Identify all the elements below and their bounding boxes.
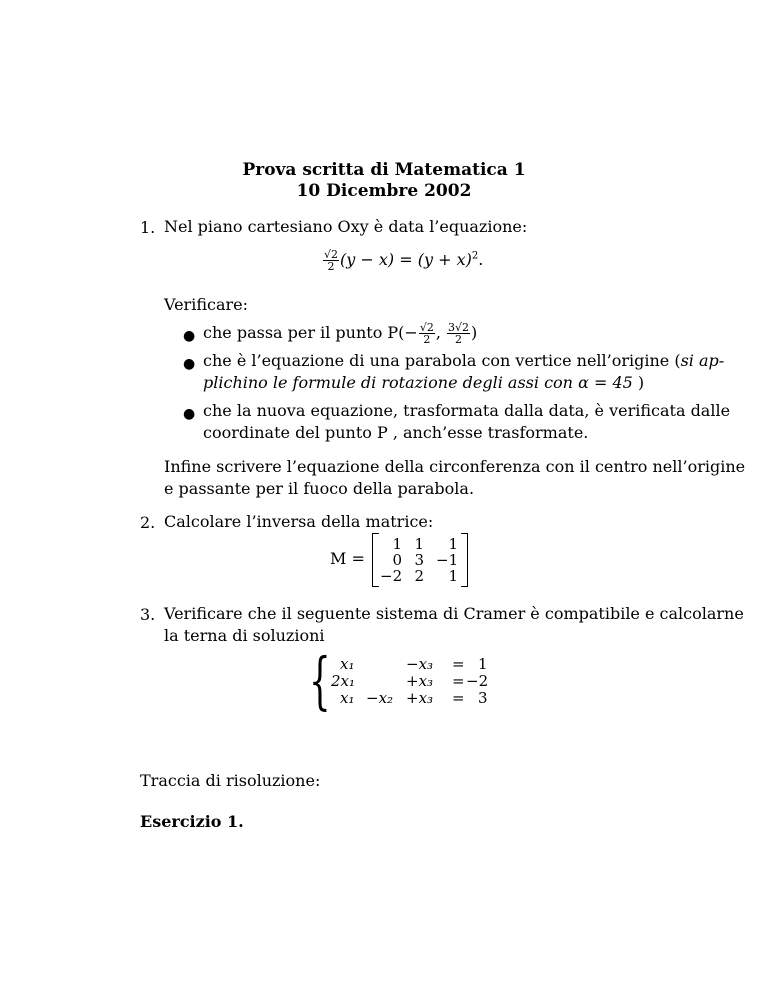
matrix-label: M =: [330, 549, 365, 568]
traccia-label: Traccia di risoluzione:: [140, 771, 321, 790]
matrix-cell: 1: [448, 567, 458, 585]
bullet-3-line1: che la nuova equazione, trasformata dalla data, è verificata dalle: [203, 401, 731, 420]
system-cell: −2: [466, 672, 489, 690]
bullet-2-line2: plichino le formule di rotazione degli assi con α = 45 ): [203, 373, 645, 392]
bullet-dot: ●: [183, 328, 196, 344]
matrix-cell: −1: [436, 551, 459, 569]
ex1-closing-line2: e passante per il fuoco della parabola.: [164, 479, 475, 498]
system-cell: 1: [478, 655, 488, 673]
system-cell: −x₃: [406, 655, 434, 673]
ex3-number: 3.: [140, 605, 156, 624]
matrix-cell: 1: [414, 535, 424, 553]
ex1-closing-line1: Infine scrivere l’equazione della circonferenza con il centro nell’origine: [164, 457, 746, 476]
matrix-cell: 2: [414, 567, 424, 585]
matrix-bracket-right: [461, 533, 468, 587]
system-cell: 2x₁: [331, 672, 356, 690]
bullet-dot: ●: [183, 356, 196, 372]
ex3-intro-line1: Verificare che il seguente sistema di Cramer è compatibile e calcolarne: [164, 604, 744, 623]
system-brace: {: [309, 644, 331, 717]
sqrt2-over-2: $\frac{√2}{2}$: [324, 248, 339, 273]
page-title: Prova scritta di Matematica 1: [242, 160, 526, 180]
system-cell: =: [452, 655, 465, 673]
system-cell: x₁: [340, 655, 355, 673]
system-cell: x₁: [340, 689, 355, 707]
system-cell: +x₃: [406, 672, 434, 690]
system-cell: +x₃: [406, 689, 434, 707]
matrix-cell: 3: [414, 551, 424, 569]
matrix-cell: 1: [392, 535, 402, 553]
matrix-cell: −2: [380, 567, 403, 585]
ex1-intro: Nel piano cartesiano Oxy è data l’equazione:: [164, 217, 528, 236]
ex1-number: 1.: [140, 218, 156, 237]
system-cell: −x₂: [366, 689, 394, 707]
page-date: 10 Dicembre 2002: [296, 181, 472, 201]
system-cell: =: [452, 689, 465, 707]
system-cell: =: [452, 672, 465, 690]
ex1-equation: $\frac{√2}{2}$ $(y - x) = (y + x)^2$.: [324, 248, 484, 273]
bullet-1: che passa per il punto P(− $\frac{√2}{2}$ , $\frac{3√2}{2}$ ): [203, 321, 478, 346]
system-cell: 3: [478, 689, 488, 707]
bullet-3-line2: coordinate del punto P , anch’esse trasformate.: [203, 423, 589, 442]
matrix-bracket-left: [372, 533, 379, 587]
bullet-dot: ●: [183, 406, 196, 422]
verify-label: Verificare:: [164, 295, 248, 314]
matrix-cell: 0: [392, 551, 402, 569]
ex3-intro-line2: la terna di soluzioni: [164, 626, 325, 645]
matrix-cell: 1: [448, 535, 458, 553]
ex2-number: 2.: [140, 513, 156, 532]
esercizio-heading: Esercizio 1.: [140, 812, 244, 831]
ex2-intro: Calcolare l’inversa della matrice:: [164, 512, 434, 531]
bullet-2-line1: che è l’equazione di una parabola con vertice nell’origine (si ap-: [203, 351, 725, 370]
matrix-m: [372, 533, 468, 585]
